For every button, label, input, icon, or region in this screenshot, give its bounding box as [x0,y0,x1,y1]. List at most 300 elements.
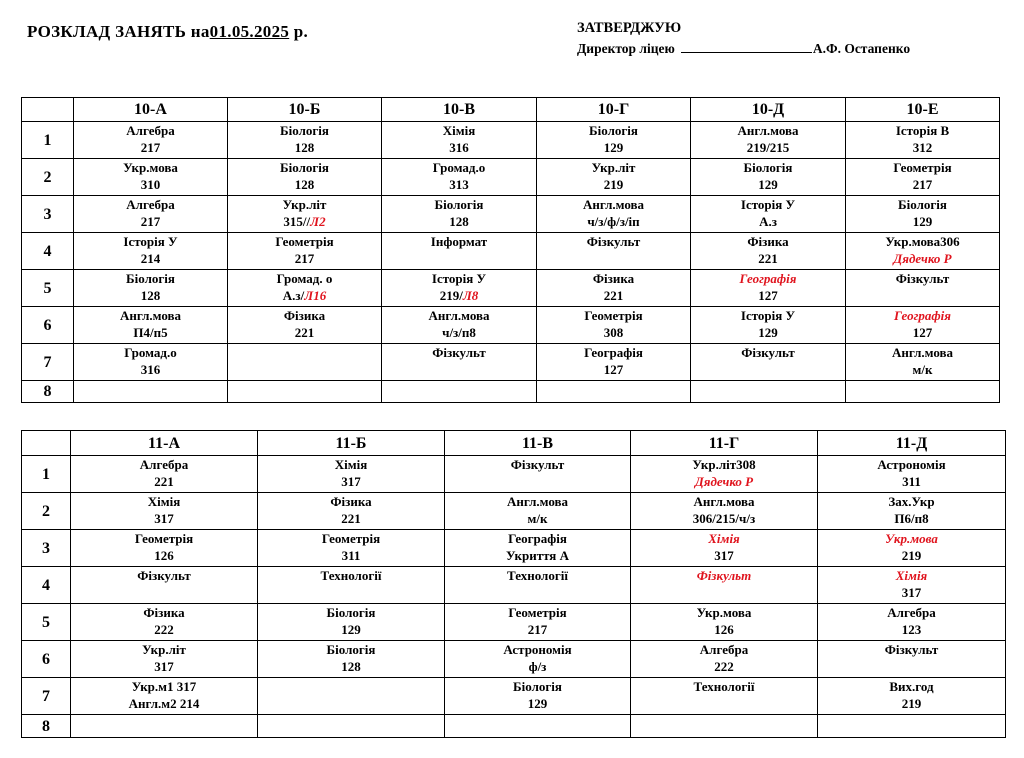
lesson-row [22,567,1006,604]
lesson-line [537,196,690,213]
lesson-text: 317 [154,659,174,674]
lesson-row [22,270,1000,307]
lesson-text: Укр.літ [591,160,636,175]
lesson-note-red: Хімія [708,531,740,546]
lesson-cell [846,233,1000,270]
lesson-line [74,176,227,193]
lesson-cell [691,159,846,196]
lesson-line [537,270,690,287]
lesson-text: Біологія [326,642,376,657]
lesson-line [71,510,257,527]
lesson-text: 221 [758,251,778,266]
lesson-text: 219/215 [746,140,790,155]
lesson-text: Укриття А [506,548,569,563]
lesson-number: 2 [22,159,74,196]
lesson-text: 129 [758,177,778,192]
lesson-line [818,695,1005,712]
lesson-cell [846,270,1000,307]
lesson-line [228,233,381,250]
lesson-note-red: Л2 [310,214,326,229]
corner-cell [22,98,74,122]
lesson-cell [74,270,228,307]
lesson-line [258,456,444,473]
lesson-number: 7 [22,344,74,381]
lesson-line [228,250,381,267]
class-header: 11-В [445,431,631,456]
lesson-line [74,213,227,230]
lesson-line [445,547,630,564]
lesson-cell [537,159,691,196]
lesson-text: м/к [527,511,548,526]
lesson-text: Геометрія [893,160,952,175]
lesson-cell [631,530,818,567]
lesson-line [846,324,999,341]
lesson-line [537,324,690,341]
lesson-cell [74,344,228,381]
lesson-text: Алгебра [887,605,936,620]
class-header-row [22,431,1006,456]
lesson-text: 219/ [439,288,463,303]
lesson-text: Англ.мова [582,197,645,212]
lesson-note-red: Укр.мова [885,531,938,546]
lesson-cell [228,159,382,196]
lesson-cell [691,381,846,403]
lesson-text: 310 [140,177,161,192]
lesson-cell [228,307,382,344]
lesson-line [818,510,1005,527]
lesson-line [71,621,257,638]
lesson-cell [71,604,258,641]
lesson-number: 5 [22,604,71,641]
lesson-line [74,307,227,324]
lesson-text: Фізкульт [741,345,795,360]
lesson-number: 4 [22,567,71,604]
lesson-line [228,122,381,139]
lesson-text: Фізика [330,494,372,509]
lesson-text: 128 [449,214,469,229]
lesson-cell [818,493,1006,530]
lesson-cell [71,530,258,567]
schedule-table-grade-10 [21,97,1000,403]
class-header: 10-Г [537,98,691,122]
lesson-line [631,547,817,564]
lesson-line [71,473,257,490]
lesson-line [631,456,817,473]
lesson-line [258,604,444,621]
lesson-line [818,621,1005,638]
lesson-cell [382,159,537,196]
lesson-text: Біологія [126,271,175,286]
lesson-cell [537,122,691,159]
lesson-cell [228,270,382,307]
approval-block [577,20,910,57]
lesson-text: 217 [140,214,161,229]
lesson-text: 222 [714,659,734,674]
lesson-text: Біологія [280,160,329,175]
lesson-line [537,233,690,250]
lesson-row [22,307,1000,344]
lessons-body [22,456,1006,738]
lesson-note-red: Географія [894,308,951,323]
lesson-line [71,604,257,621]
lesson-text: ф/з [528,659,547,674]
lesson-note-red: Дядечко Р [893,251,952,266]
lesson-text: Інформат [430,234,488,249]
lesson-line [691,139,845,156]
lesson-text: Історія У [740,197,796,212]
lesson-line [228,139,381,156]
lesson-cell [74,159,228,196]
lesson-number: 6 [22,307,74,344]
lesson-cell [818,604,1006,641]
lesson-line [382,270,536,287]
lesson-cell [846,307,1000,344]
lesson-cell [631,493,818,530]
lesson-line [691,159,845,176]
lesson-cell [258,604,445,641]
lesson-cell [71,567,258,604]
lesson-row [22,678,1006,715]
lesson-text: Фізика [143,605,185,620]
lesson-text: 129 [758,325,778,340]
lesson-line [537,122,690,139]
lesson-line [631,510,817,527]
lesson-line [818,567,1005,584]
lesson-note-red: Географія [739,271,797,286]
lesson-cell [258,641,445,678]
lesson-line [631,658,817,675]
lesson-line [846,196,999,213]
lesson-text: 217 [912,177,933,192]
lesson-cell [631,678,818,715]
lesson-text: 129 [603,140,624,155]
lesson-line [445,604,630,621]
lesson-text: Англ.мова [428,308,490,323]
lesson-line [71,641,257,658]
lesson-line [691,122,845,139]
signature-underline [681,40,812,53]
lesson-line [382,233,536,250]
lesson-cell [818,715,1006,738]
lesson-text: Астрономія [877,457,946,472]
lesson-text: Фізкульт [586,234,641,249]
lesson-line [631,621,817,638]
lesson-cell [537,344,691,381]
lesson-cell [71,715,258,738]
lesson-cell [71,678,258,715]
lesson-number: 6 [22,641,71,678]
lesson-line [818,530,1005,547]
lesson-row [22,159,1000,196]
lesson-text: Англ.мова [737,123,799,138]
lesson-text: ч/з/ф/з/іп [587,214,640,229]
lesson-line [846,270,999,287]
lesson-text: 311 [902,474,921,489]
lesson-line [228,176,381,193]
lesson-line [537,176,690,193]
lesson-text: ч/з/п8 [442,325,476,340]
lesson-text: 219 [901,548,922,563]
lesson-cell [691,122,846,159]
lesson-line [691,344,845,361]
lesson-cell [537,381,691,403]
lesson-line [818,473,1005,490]
lesson-line [74,122,227,139]
lesson-text: 308 [603,325,624,340]
lesson-text: 317 [714,548,734,563]
lesson-text: 316 [449,140,469,155]
lesson-cell [71,641,258,678]
lesson-row [22,122,1000,159]
lesson-text: Укр.літ [142,642,186,657]
lesson-line [382,287,536,304]
lesson-cell [382,270,537,307]
lesson-line [382,307,536,324]
class-header: 11-Д [818,431,1006,456]
lesson-text: Укр.літ308 [692,457,756,472]
lesson-line [258,510,444,527]
lesson-text: Фізкульт [895,271,950,286]
lesson-text: Укр.мова306 [885,234,960,249]
lesson-line [846,250,999,267]
lesson-line [258,621,444,638]
lesson-text: Англ.мова [119,308,182,323]
lesson-cell [691,307,846,344]
lesson-cell [691,233,846,270]
lesson-cell [258,530,445,567]
lesson-cell [846,196,1000,233]
lesson-text: 317 [341,474,361,489]
lesson-line [382,324,536,341]
lesson-line [846,159,999,176]
lesson-line [846,307,999,324]
lesson-line [228,307,381,324]
lesson-text: Хімія [442,123,476,138]
lesson-text: Геометрія [134,531,194,546]
lesson-text: Фізкульт [510,457,565,472]
class-header: 10-А [74,98,228,122]
lesson-line [382,122,536,139]
lesson-note-red: Фізкульт [696,568,752,583]
lesson-text: Історія В [895,123,950,138]
class-header-row [22,98,1000,122]
lesson-cell [846,381,1000,403]
lesson-line [691,196,845,213]
lesson-line [382,159,536,176]
lesson-note-red: Л16 [304,288,327,303]
lesson-line [537,287,690,304]
lesson-line [846,344,999,361]
lesson-line [74,196,227,213]
lesson-line [74,139,227,156]
lesson-text: 219 [901,696,922,711]
lesson-cell [228,344,382,381]
lesson-text: Алгебра [126,197,175,212]
lesson-text: 221 [154,474,174,489]
lesson-line [382,344,536,361]
lesson-text: 222 [154,622,174,637]
lesson-text: 311 [341,548,361,563]
lesson-line [631,473,817,490]
lesson-text: 127 [758,288,778,303]
lesson-text: Геометрія [508,605,567,620]
lesson-text: Зах.Укр [888,494,935,509]
lesson-cell [445,530,631,567]
lesson-row [22,381,1000,403]
lesson-cell [382,307,537,344]
lesson-text: Біологія [280,123,329,138]
lesson-text: Фізика [592,271,635,286]
lesson-line [631,641,817,658]
lesson-line [818,493,1005,510]
lesson-row [22,456,1006,493]
lesson-cell [258,493,445,530]
lesson-cell [74,233,228,270]
lesson-text: Біологія [743,160,793,175]
lesson-cell [258,567,445,604]
lesson-cell [382,122,537,159]
lesson-text: 127 [912,325,933,340]
lesson-line [445,567,630,584]
lesson-text: А.з/ [282,288,305,303]
lesson-cell [258,678,445,715]
lesson-line [818,584,1005,601]
lesson-text: Англ.мова [693,494,755,509]
lesson-cell [537,307,691,344]
lesson-line [71,530,257,547]
lesson-cell [445,715,631,738]
lesson-line [228,196,381,213]
class-header: 11-Г [631,431,818,456]
lesson-line [74,159,227,176]
lesson-text: 128 [294,177,315,192]
lesson-number: 2 [22,493,71,530]
lesson-cell [631,456,818,493]
lesson-line [258,641,444,658]
lesson-text: 128 [341,659,361,674]
lesson-text: Історія У [431,271,487,286]
lesson-text: Біологія [513,679,562,694]
lesson-text: Фізкульт [884,642,939,657]
lesson-line [74,344,227,361]
lesson-cell [382,381,537,403]
lesson-text: Біологія [898,197,947,212]
lesson-line [631,493,817,510]
lesson-cell [445,493,631,530]
lesson-text: 221 [603,288,624,303]
lesson-cell [228,122,382,159]
lesson-line [691,176,845,193]
lesson-text: Англ.м2 214 [128,696,200,711]
lesson-text: 127 [603,362,624,377]
lesson-line [74,270,227,287]
lesson-text: А.з [759,214,777,229]
lesson-row [22,641,1006,678]
lesson-text: Громад.о [432,160,486,175]
lesson-cell [818,456,1006,493]
lesson-text: Історія У [740,308,796,323]
lessons-body [22,122,1000,403]
lesson-line [71,695,257,712]
lesson-line [631,678,817,695]
lesson-cell [537,270,691,307]
lesson-cell [445,456,631,493]
lesson-line [691,233,845,250]
lesson-text: Технології [507,568,568,583]
lesson-cell [818,641,1006,678]
corner-cell [22,431,71,456]
lesson-number: 5 [22,270,74,307]
lesson-text: Англ.мова [891,345,954,360]
lesson-cell [631,567,818,604]
lesson-cell [74,196,228,233]
lesson-line [537,139,690,156]
approval-position: Директор ліцею [577,41,675,56]
lesson-text: 219 [603,177,624,192]
lesson-line [71,547,257,564]
lesson-row [22,233,1000,270]
lesson-text: 317 [154,511,174,526]
lesson-line [445,493,630,510]
lesson-text: 317 [901,585,922,600]
lesson-line [691,250,845,267]
lesson-text: 316 [140,362,161,377]
lesson-line [71,678,257,695]
lesson-cell [846,159,1000,196]
lesson-text: 217 [140,140,161,155]
approval-title: ЗАТВЕРДЖУЮ [577,20,682,36]
lesson-text: 214 [140,251,161,266]
lesson-text: Фізика [283,308,326,323]
lesson-text: 312 [912,140,933,155]
lesson-line [258,547,444,564]
lesson-line [74,287,227,304]
lesson-text: 306/215/ч/з [692,511,756,526]
lesson-text: 126 [714,622,734,637]
lesson-text: Громад.о [124,345,177,360]
lesson-text: Біологія [589,123,638,138]
lesson-text: 217 [294,251,315,266]
lesson-note-red: Дядечко Р [694,474,754,489]
lesson-cell [631,641,818,678]
lesson-text: 221 [341,511,361,526]
lesson-line [382,176,536,193]
lesson-line [537,213,690,230]
lesson-text: Геометрія [321,531,381,546]
lesson-number: 8 [22,715,71,738]
lesson-line [445,678,630,695]
lesson-line [71,567,257,584]
lesson-line [71,493,257,510]
lesson-text: Фізкульт [137,568,191,583]
lesson-text: 128 [294,140,315,155]
lesson-text: Технології [320,568,382,583]
class-header: 10-Б [228,98,382,122]
lesson-text: П4/п5 [133,325,168,340]
lesson-line [382,213,536,230]
lesson-cell [691,344,846,381]
lesson-cell [258,715,445,738]
lesson-cell [818,567,1006,604]
lesson-line [382,139,536,156]
lesson-cell [228,196,382,233]
lesson-cell [818,530,1006,567]
lesson-row [22,493,1006,530]
lesson-text: Біологія [434,197,484,212]
lesson-cell [258,456,445,493]
lesson-number: 8 [22,381,74,403]
lesson-line [846,233,999,250]
